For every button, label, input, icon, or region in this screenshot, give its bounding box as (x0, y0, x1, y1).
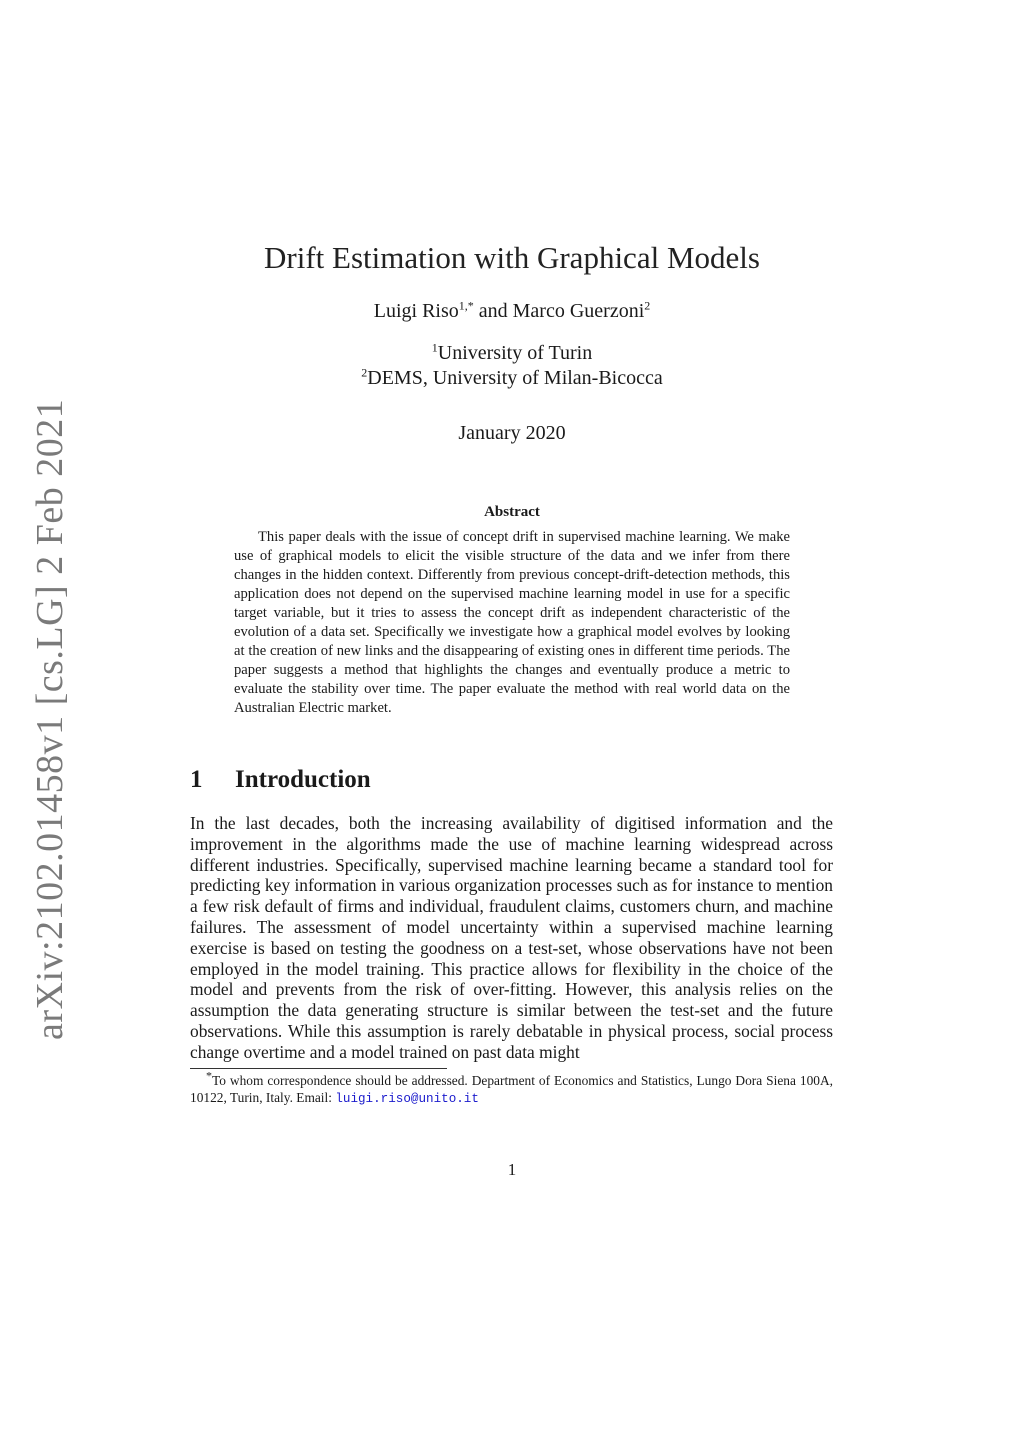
section-number: 1 (190, 766, 203, 793)
author-affiliation-mark: 1,* (458, 298, 474, 313)
abstract-text: This paper deals with the issue of concept drift in supervised machine learning. We make use of graphical models to elicit the visible structure of the data and we infer from there changes in the hidden context. Differently from previous concept-drift-detection methods, this application does not depend on the supervised machine learning model in use for a specific target variable, but it tries to assess the concept drift as independent characteristic of the evolution of a data set. Specifically we investigate how a graphical model evolves by looking at the creation of new links and the disappearing of existing ones in different time periods. The paper suggests a method that highlights the changes and eventually produce a metric to evaluate the stability over time. The paper evaluate the method with real world data on the Australian Electric market. (234, 529, 790, 716)
affiliation-name: DEMS, University of Milan-Bicocca (367, 367, 663, 389)
footnote-text: To whom correspondence should be addressed. Department of Economics and Statistics, Lungo Dora Siena 100A, 10122, Turin, Italy. Email: (190, 1073, 833, 1105)
affiliation-name: University of Turin (437, 342, 593, 364)
footnote-mark: * (206, 1068, 212, 1083)
section-heading-introduction (190, 766, 371, 794)
affiliation-1 (0, 342, 1024, 365)
arxiv-identifier: arXiv:2102.01458v1 [cs.LG] 2 Feb 2021 (29, 398, 71, 1040)
author-line (0, 300, 1024, 323)
section-title: Introduction (235, 766, 371, 793)
affiliation-2 (0, 367, 1024, 390)
author-conjunction: and (478, 300, 508, 322)
page-number: 1 (507, 1160, 517, 1179)
affiliation-mark: 1 (431, 340, 438, 355)
affiliation-mark: 2 (361, 365, 368, 380)
email-link[interactable]: luigi.riso@unito.it (335, 1092, 479, 1106)
author-affiliation-mark: 2 (644, 298, 651, 313)
footnote-divider (190, 1068, 447, 1069)
paper-date: January 2020 (458, 422, 566, 444)
introduction-paragraph: In the last decades, both the increasing availability of digitised information and the improvement in the algorithms made the use of machine learning widespread across different industries. Specifically, supervised machine learning became a standard tool for predicting key information in various organization processes such as for instance to mention a few risk default of firms and individual, fraudulent claims, customers churn, and machine failures. The assessment of model uncertainty within a supervised machine learning exercise is based on testing the goodness on a test-set, whose observations have not been employed in the model training. This practice allows for flexibility in the choice of the model and prevents from the risk of over-fitting. However, this analysis relies on the assumption the data generating structure is similar between the test-set and the future observations. While this assumption is rarely debatable in physical process, social process change overtime and a model trained on past data might (190, 813, 833, 1062)
author-name: Luigi Riso (373, 300, 459, 322)
paper-title: Drift Estimation with Graphical Models (264, 240, 760, 275)
abstract-heading: Abstract (484, 504, 540, 520)
author-name: Marco Guerzoni (512, 300, 645, 322)
footnote (190, 1068, 833, 1108)
